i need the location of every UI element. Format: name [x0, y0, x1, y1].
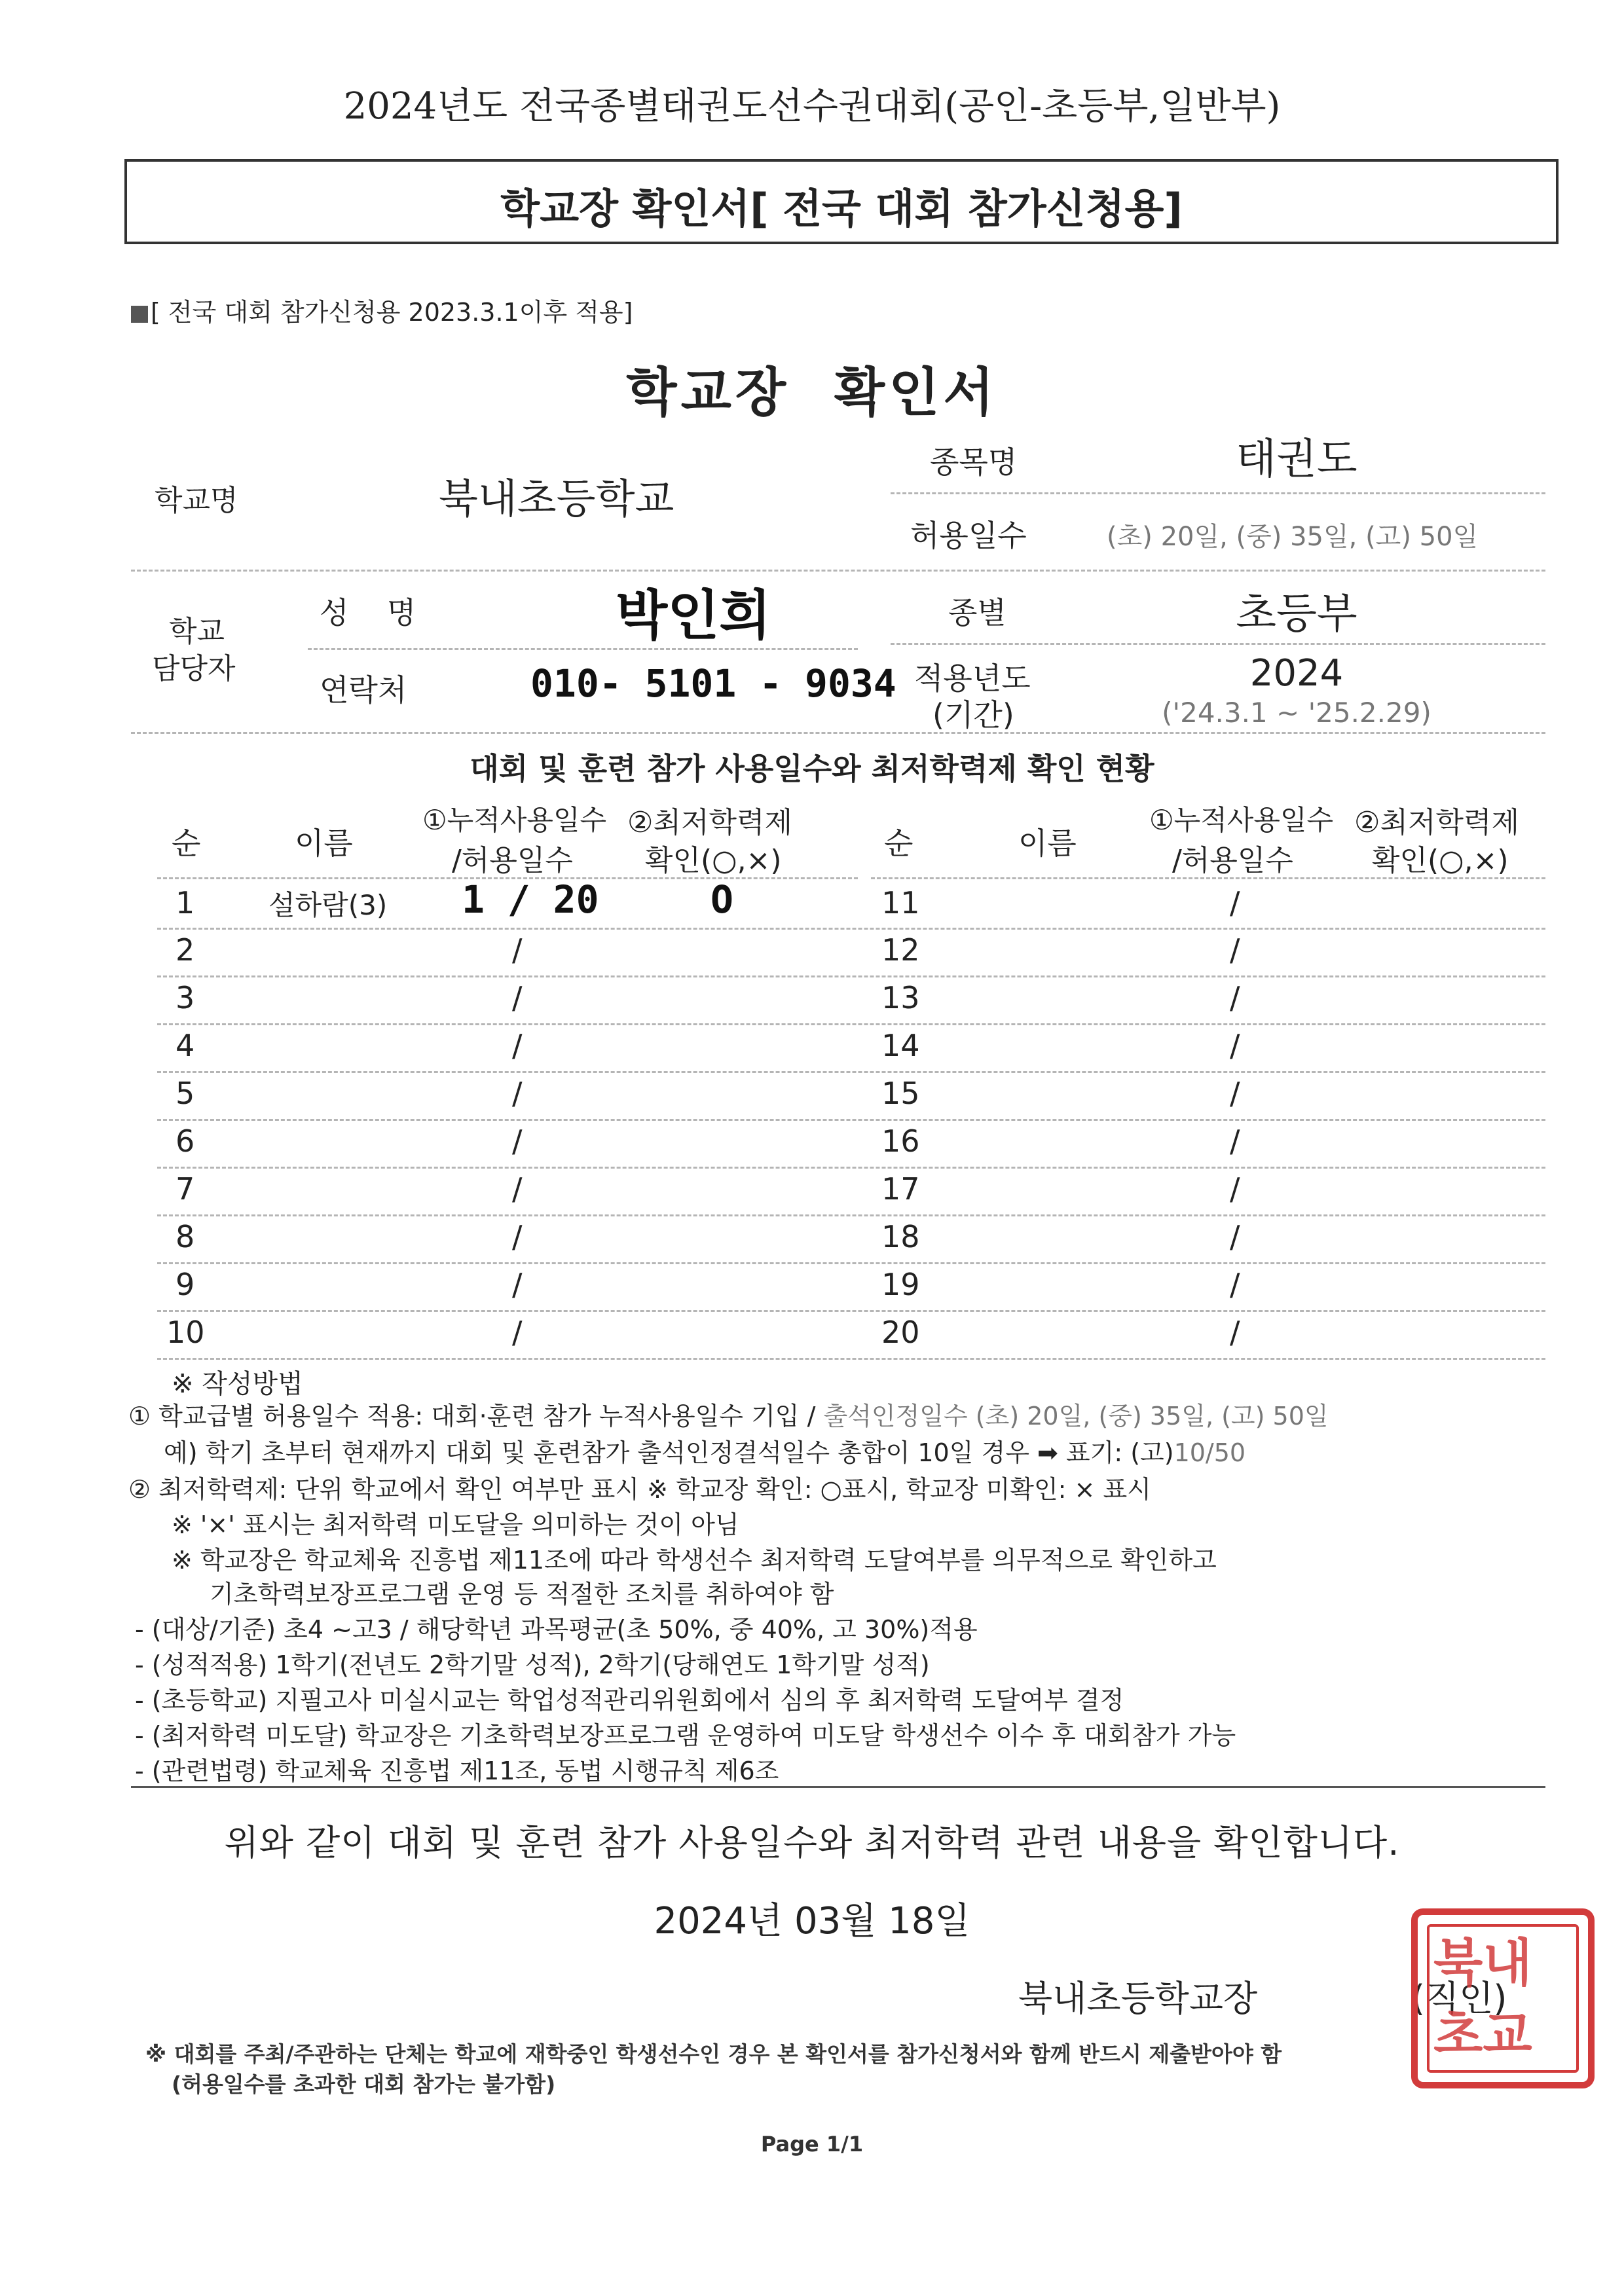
- allowed-days-label: 허용일수: [910, 518, 1027, 553]
- row-number: 11: [881, 885, 920, 920]
- col-header-check: ②최저학력제: [627, 806, 792, 839]
- year-label: (기간): [932, 697, 1014, 733]
- row-days: /: [1230, 885, 1240, 920]
- col-header-days: ①누적사용일수: [1149, 804, 1334, 836]
- row-days: /: [512, 1315, 523, 1350]
- divider: [157, 1214, 1545, 1216]
- divider: [131, 732, 1545, 734]
- title-box: [124, 159, 1559, 244]
- box-title: 학교장 확인서[ 전국 대회 참가신청용]: [500, 185, 1183, 232]
- row-days: /: [512, 1171, 523, 1207]
- period-value: ('24.3.1 ~ '25.2.29): [1162, 697, 1431, 729]
- row-days: /: [1230, 1123, 1240, 1159]
- row-number: 14: [881, 1028, 920, 1063]
- row-number: 20: [881, 1315, 920, 1350]
- svg-text:북내: 북내: [1433, 1933, 1532, 1993]
- contact-name-handwritten: 박인희: [616, 585, 771, 647]
- col-header-days: /허용일수: [1172, 844, 1293, 877]
- confirmation-date: 2024년 03월 18일: [654, 1900, 970, 1942]
- row-number: 9: [175, 1267, 195, 1302]
- instruction-list-item: - (최저학력 미도달) 학교장은 기초학력보장프로그램 운영하여 미도달 학생선수 이수 후 대회참가 가능: [135, 1721, 1236, 1750]
- division-label: 종별: [948, 595, 1006, 630]
- col-header-check: ②최저학력제: [1354, 806, 1519, 839]
- signer-name: 북내초등학교장: [1018, 1978, 1258, 2019]
- row-days: /: [1230, 1171, 1240, 1207]
- square-bullet-icon: [131, 306, 148, 323]
- col-header-check: 확인(○,×): [1372, 844, 1509, 877]
- divider: [157, 1262, 1545, 1264]
- instruction-note: ※ '×' 표시는 최저학력 미도달을 의미하는 것이 아님: [172, 1510, 739, 1539]
- contact-group-label: 담당자: [152, 652, 236, 685]
- instruction-item-1: ① 학교급별 허용일수 적용: 대회·훈련 참가 누적사용일수 기입 / 출석인정일수 (초) 20일, (중) 35일, (고) 50일: [128, 1402, 1329, 1430]
- instruction-list-item: - (초등학교) 지필고사 미실시교는 학업성적관리위원회에서 심의 후 최저학력 도달여부 결정: [135, 1686, 1124, 1715]
- row-number: 8: [175, 1219, 195, 1254]
- row-number: 19: [881, 1267, 920, 1302]
- footer-note: (허용일수를 초과한 대회 참가는 불가함): [172, 2071, 556, 2097]
- row-number: 4: [175, 1028, 195, 1063]
- status-heading: 대회 및 훈련 참가 사용일수와 최저학력제 확인 현황: [470, 751, 1154, 786]
- col-header-days: ①누적사용일수: [422, 804, 607, 836]
- divider: [157, 1023, 1545, 1025]
- col-header-days: /허용일수: [452, 844, 573, 877]
- seal-label: (직인): [1411, 1978, 1507, 2019]
- instruction-note: 기초학력보장프로그램 운영 등 적절한 조치를 취하여야 함: [210, 1580, 834, 1609]
- row-number: 7: [175, 1171, 195, 1207]
- instruction-list-item: - (대상/기준) 초4 ~고3 / 해당학년 과목평균(초 50%, 중 40%, 고 30%)적용: [135, 1615, 978, 1644]
- allowed-days-value: (초) 20일, (중) 35일, (고) 50일: [1107, 522, 1479, 552]
- row-days: /: [512, 932, 523, 968]
- contact-group-label: 학교: [169, 615, 225, 648]
- divider: [131, 1786, 1545, 1788]
- row-days: /: [1230, 932, 1240, 968]
- svg-text:초교: 초교: [1433, 2005, 1532, 2065]
- footer-note: ※ 대회를 주최/주관하는 단체는 학교에 재학중인 학생선수인 경우 본 확인서를 참가신청서와 함께 반드시 제출받아야 함: [145, 2041, 1282, 2067]
- divider: [891, 492, 1545, 494]
- divider: [157, 1071, 1545, 1073]
- page-number: Page 1/1: [760, 2132, 864, 2157]
- row-days: /: [1230, 1028, 1240, 1063]
- row-days: /: [1230, 1315, 1240, 1350]
- phone-value: 010- 5101 - 9034: [530, 661, 896, 706]
- official-seal: [1411, 1908, 1595, 2088]
- divider: [891, 643, 1545, 645]
- divider: [157, 928, 1545, 930]
- row-days: /: [1230, 1076, 1240, 1111]
- row-days: /: [512, 980, 523, 1015]
- instruction-note: ※ 학교장은 학교체육 진흥법 제11조에 따라 학생선수 최저학력 도달여부를 의무적으로 확인하고: [172, 1546, 1217, 1575]
- divider: [308, 648, 858, 650]
- division-value: 초등부: [1236, 590, 1357, 638]
- row-number: 13: [881, 980, 920, 1015]
- col-header-no: 순: [884, 826, 913, 861]
- row-number: 15: [881, 1076, 920, 1111]
- row-days: /: [512, 1123, 523, 1159]
- row-days: /: [1230, 980, 1240, 1015]
- col-header-name: 이름: [1018, 826, 1077, 861]
- divider: [157, 975, 1545, 977]
- divider: [871, 877, 1545, 879]
- divider: [157, 1119, 1545, 1121]
- row-number: 10: [166, 1315, 205, 1350]
- school-name: 북내초등학교: [439, 475, 674, 522]
- row-days: /: [512, 1028, 523, 1063]
- event-title: 2024년도 전국종별태권도선수권대회(공인-초등부,일반부): [343, 85, 1281, 128]
- sport-label: 종목명: [930, 445, 1018, 480]
- instructions-heading: ※ 작성방법: [172, 1369, 303, 1399]
- divider: [157, 1167, 1545, 1169]
- divider: [131, 570, 1545, 572]
- row-days: /: [512, 1076, 523, 1111]
- row-number: 2: [175, 932, 195, 968]
- row-number: 16: [881, 1123, 920, 1159]
- applicability-note: [ 전국 대회 참가신청용 2023.3.1이후 적용]: [131, 292, 633, 328]
- col-header-check: 확인(○,×): [645, 844, 782, 877]
- row-days: /: [1230, 1219, 1240, 1254]
- instruction-example: 예) 학기 초부터 현재까지 대회 및 훈련참가 출석인정결석일수 총합이 10일 경우 ➡ 표기: (고)10/50: [164, 1438, 1246, 1467]
- col-header-name: 이름: [295, 826, 353, 861]
- row-days: /: [512, 1267, 523, 1302]
- row-number: 6: [175, 1123, 195, 1159]
- instruction-list-item: - (성적적용) 1학기(전년도 2학기말 성적), 2학기(당해연도 1학기말 성적): [135, 1650, 930, 1679]
- year-value: 2024: [1249, 652, 1344, 695]
- divider: [157, 1358, 1545, 1360]
- row-number: 12: [881, 932, 920, 968]
- document-title: 학교장 확인서: [626, 362, 998, 423]
- row-number: 18: [881, 1219, 920, 1254]
- row-number: 3: [175, 980, 195, 1015]
- row-check-handwritten: O: [710, 877, 733, 922]
- row-number: 17: [881, 1171, 920, 1207]
- col-header-no: 순: [172, 826, 201, 861]
- phone-label: 연락처: [320, 672, 407, 708]
- name-label: 성 명: [320, 595, 416, 630]
- school-label: 학교명: [155, 484, 238, 517]
- instruction-item-2: ② 최저학력제: 단위 학교에서 확인 여부만 표시 ※ 학교장 확인: ○표시, 학교장 미확인: × 표시: [128, 1475, 1151, 1504]
- row-number: 1: [175, 885, 195, 920]
- confirmation-statement: 위와 같이 대회 및 훈련 참가 사용일수와 최저학력 관련 내용을 확인합니다.: [224, 1822, 1400, 1863]
- sport-value: 태권도: [1236, 435, 1357, 484]
- seal-icon: [1418, 1915, 1588, 2082]
- instruction-list-item: - (관련법령) 학교체육 진흥법 제11조, 동법 시행규칙 제6조: [135, 1757, 779, 1785]
- row-days: /: [1230, 1267, 1240, 1302]
- row-number: 5: [175, 1076, 195, 1111]
- row-name: 설하람(3): [268, 889, 388, 921]
- row-days: /: [512, 1219, 523, 1254]
- year-label: 적용년도: [914, 661, 1031, 696]
- divider: [157, 1310, 1545, 1312]
- row-days-handwritten: 1 / 20: [462, 877, 599, 922]
